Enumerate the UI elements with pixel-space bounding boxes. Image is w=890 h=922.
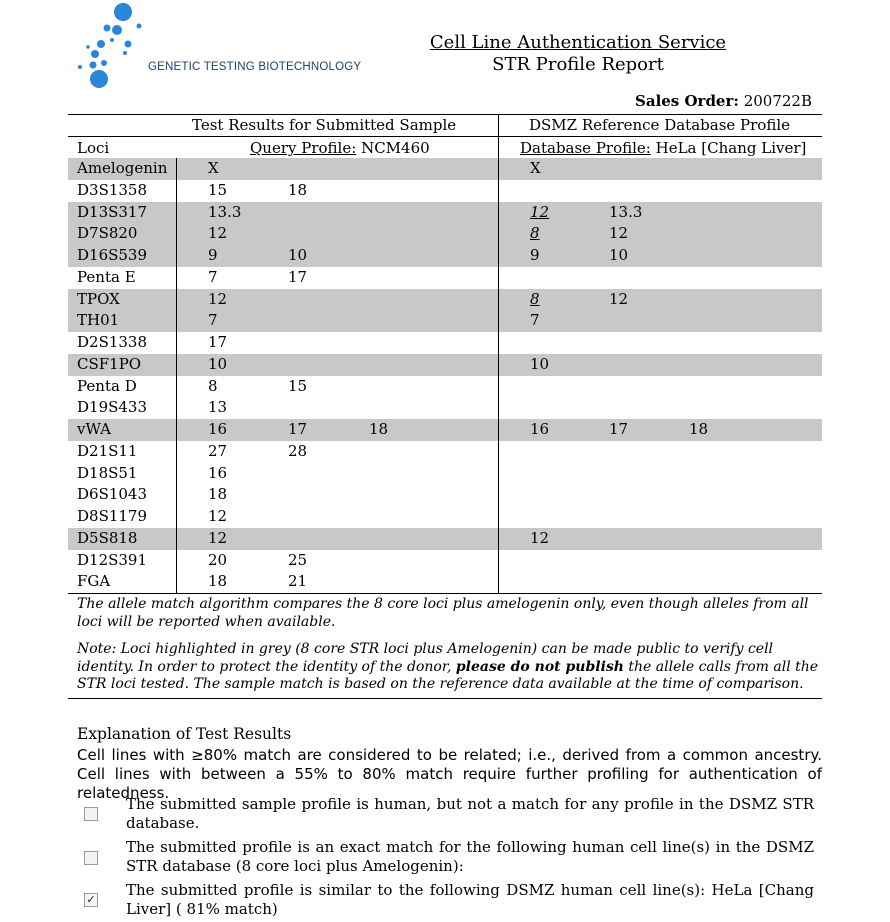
checkbox-exact-match[interactable] [84, 851, 98, 865]
locus-name: D2S1338 [77, 333, 148, 351]
table-row [68, 419, 822, 441]
brand-name: GENETIC TESTING BIOTECHNOLOGY [148, 61, 362, 73]
query-allele: 12 [208, 507, 228, 525]
table-row [68, 245, 822, 267]
query-allele: 10 [208, 354, 228, 373]
locus-name: FGA [77, 572, 111, 591]
left-section-header: Test Results for Submitted Sample [192, 116, 457, 134]
locus-name: D12S391 [77, 550, 148, 569]
database-profile [520, 139, 806, 157]
table-row [68, 354, 822, 376]
locus-name: D3S1358 [77, 180, 148, 199]
locus-name: Penta E [77, 267, 136, 286]
table-row [68, 571, 822, 593]
table-bottom-rule [68, 593, 822, 594]
query-allele: 13 [208, 398, 228, 417]
query-allele: 18 [208, 572, 228, 591]
query-allele: 13.3 [208, 202, 242, 221]
locus-name: D5S818 [77, 528, 138, 547]
query-allele: 7 [208, 267, 218, 286]
query-allele: 18 [288, 180, 308, 199]
table-row [68, 484, 822, 506]
checkbox-not-match[interactable] [84, 807, 98, 821]
table-row [68, 397, 822, 419]
table-row [68, 441, 822, 463]
query-allele: 25 [288, 550, 308, 569]
locus-name: Amelogenin [77, 159, 168, 177]
reference-allele: 12 [530, 528, 550, 547]
query-allele: 12 [208, 224, 228, 243]
reference-allele: 12 [609, 224, 629, 243]
table-row [68, 289, 822, 311]
reference-allele: 16 [530, 420, 550, 438]
query-allele: 9 [208, 246, 218, 264]
locus-name: D6S1043 [77, 485, 148, 504]
table-row [68, 310, 822, 332]
query-allele: 27 [208, 441, 228, 460]
sales-order-value: 200722B [743, 92, 812, 110]
locus-name: CSF1PO [77, 354, 142, 373]
algorithm-note: The allele match algorithm compares the 8 core loci plus amelogenin only, even though alleles from all loci will be reported when available. [77, 596, 809, 630]
table-row [68, 463, 822, 485]
locus-name: TH01 [77, 311, 120, 330]
report-title [400, 32, 756, 76]
sales-order-label: Sales Order: [635, 92, 739, 110]
section-divider [498, 114, 499, 593]
table-header-row [68, 114, 822, 136]
table-row [68, 506, 822, 528]
option-text: The submitted profile is similar to the following DSMZ human cell line(s): HeLa [Chang Liver] ( 81% match) [126, 881, 814, 918]
locus-name: TPOX [77, 289, 120, 308]
query-allele: 10 [288, 246, 308, 264]
query-allele: 16 [208, 463, 228, 482]
locus-name: D21S11 [77, 441, 138, 460]
reference-allele: 8 [530, 289, 540, 308]
reference-allele: 10 [530, 354, 550, 373]
publication-note-emphasis: please do not publish [455, 658, 624, 675]
table-row [68, 550, 822, 572]
reference-allele: 12 [530, 202, 550, 221]
query-allele: 18 [369, 420, 389, 438]
loci-header: Loci [77, 139, 110, 157]
sales-order [635, 92, 812, 110]
query-allele: 20 [208, 550, 228, 569]
query-allele: 21 [288, 572, 308, 591]
database-profile-label: Database Profile: [520, 139, 651, 157]
table-row [68, 223, 822, 245]
query-profile [250, 139, 430, 157]
query-allele: 17 [208, 333, 228, 351]
locus-name: D13S317 [77, 202, 148, 221]
query-allele: 17 [288, 420, 308, 438]
table-row [68, 376, 822, 398]
str-profile-table [68, 114, 822, 591]
locus-name: Penta D [77, 376, 137, 395]
locus-name: D7S820 [77, 224, 138, 243]
publication-note [77, 641, 819, 694]
query-allele: 12 [208, 528, 228, 547]
reference-allele: 8 [530, 224, 540, 243]
locus-name: D18S51 [77, 463, 138, 482]
table-row [68, 180, 822, 202]
right-section-header: DSMZ Reference Database Profile [529, 116, 791, 134]
locus-name: vWA [77, 420, 111, 438]
query-allele: 15 [288, 376, 308, 395]
query-allele: X [208, 159, 219, 177]
query-allele: 28 [288, 441, 308, 460]
table-row [68, 158, 822, 180]
locus-name: D16S539 [77, 246, 148, 264]
option-text: The submitted profile is an exact match for the following human cell line(s) in the DSMZ STR database (8 core loci plus Amelogenin): [126, 838, 814, 875]
explanation-heading: Explanation of Test Results [77, 725, 292, 743]
checkbox-similar[interactable] [84, 893, 98, 907]
publication-note-a: Note: Loci highlighted in grey (8 core STR loci plus Amelogenin) can be made public to verify cell identity. In order to protect the identity of the donor, [77, 641, 774, 675]
loci-column-divider [176, 158, 177, 593]
table-subheader-row [68, 136, 822, 158]
reference-allele: 12 [609, 289, 629, 308]
table-row [68, 267, 822, 289]
query-allele: 15 [208, 180, 228, 199]
table-row [68, 528, 822, 550]
database-profile-value: HeLa [Chang Liver] [655, 139, 807, 157]
reference-allele: 17 [609, 420, 629, 438]
query-profile-label: Query Profile: [250, 139, 357, 157]
notes-rule [68, 698, 822, 699]
query-allele: 17 [288, 267, 308, 286]
query-allele: 7 [208, 311, 218, 330]
reference-allele: 18 [689, 420, 709, 438]
query-allele: 16 [208, 420, 228, 438]
publication-note-c: the allele calls from all the STR loci tested. The sample match is based on the reference data available at the time of comparison. [77, 658, 819, 692]
reference-allele: 13.3 [609, 202, 643, 221]
reference-allele: 7 [530, 311, 540, 330]
table-row [68, 332, 822, 354]
query-allele: 12 [208, 289, 228, 308]
checkmark-icon: ✓ [86, 893, 96, 906]
title-line-2: STR Profile Report [492, 54, 664, 75]
reference-allele: 9 [530, 246, 540, 264]
query-profile-value: NCM460 [361, 139, 430, 157]
explanation-body: Cell lines with ≥80% match are considered to be related; i.e., derived from a common ancestry. Cell lines with between a 55% to 80% match require further profiling for authentication of relatedness. [77, 746, 822, 802]
query-allele: 8 [208, 376, 218, 395]
reference-allele: 10 [609, 246, 629, 264]
reference-allele: X [530, 159, 541, 177]
locus-name: D8S1179 [77, 507, 148, 525]
query-allele: 18 [208, 485, 228, 504]
table-row [68, 202, 822, 224]
company-logo [70, 0, 360, 95]
locus-name: D19S433 [77, 398, 148, 417]
option-text: The submitted sample profile is human, but not a match for any profile in the DSMZ STR database. [126, 795, 814, 832]
title-line-1: Cell Line Authentication Service [429, 32, 727, 53]
